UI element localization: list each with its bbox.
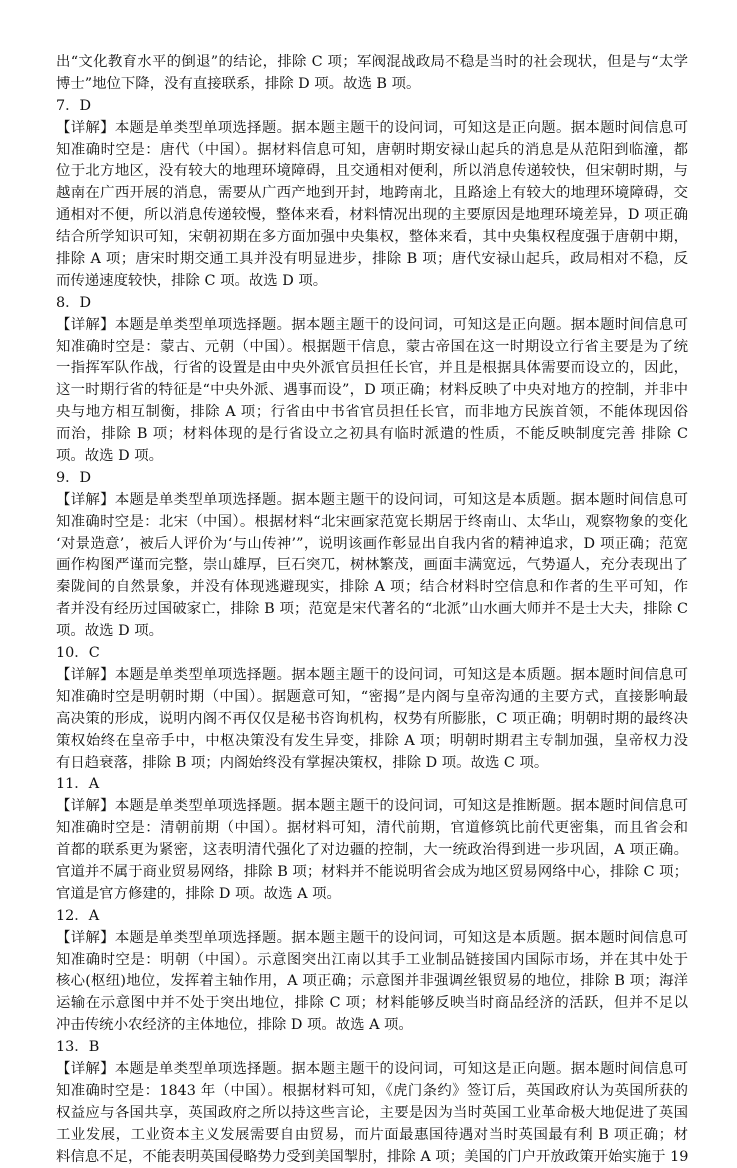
text-line: 高决策的形成，说明内阁不再仅仅是秘书咨询机构，权势有所膨胀，C 项正确；明朝时期的最终决 bbox=[56, 710, 688, 727]
text-line: 【详解】本题是单类型单项选择题。据本题主题干的设问词，可知这是正向题。据本题时间信息可 bbox=[56, 1060, 688, 1077]
text-line: 知准确时空是：北宋（中国）。根据材料“北宋画家范宽长期居于终南山、太华山，观察物象的变化 bbox=[56, 513, 688, 530]
text-line: 冲击传统小农经济的主体地位，排除 D 项。故选 A 项。 bbox=[56, 1017, 413, 1034]
text-line: 策权始终在皇帝手中，中枢决策没有发生异变，排除 A 项；明朝时期君主专制加强，皇帝权力没 bbox=[56, 732, 688, 749]
text-line: 【详解】本题是单类型单项选择题。据本题主题干的设问词，可知这是正向题。据本题时间信息可 bbox=[56, 119, 688, 136]
text-line: 这一时期行省的特征是“中央外派、遇事而设”，D 项正确；材料反映了中央对地方的控制，并非中 bbox=[56, 382, 688, 399]
text-line: 一指挥军队作战，行省的设置是由中央外派官员担任长官，并且是根据具体需要而设立的，因此， bbox=[56, 360, 688, 377]
text-line: 13．B bbox=[56, 1039, 100, 1056]
text-line: 运输在示意图中并不处于突出地位，排除 C 项；材料能够反映当时商品经济的活跃，但并不足以 bbox=[56, 995, 688, 1012]
text-line: 【详解】本题是单类型单项选择题。据本题主题干的设问词，可知这是推断题。据本题时间信息可 bbox=[56, 798, 688, 815]
text-line: 料信息不足，不能表明英国侵略势力受到美国掣肘，排除 A 项；美国的门户开放政策开始实施于 19 bbox=[56, 1148, 688, 1165]
text-line: 官道并不属于商业贸易网络，排除 B 项；材料并不能说明省会成为地区贸易网络中心，排除 C 项； bbox=[56, 863, 688, 880]
text-line: 博士”地位下降，没有直接联系，排除 D 项。故选 B 项。 bbox=[56, 75, 421, 92]
text-line: 知准确时空是：明朝（中国）。示意图突出江南以其手工业制品链接国内国际市场，并在其中处于 bbox=[56, 951, 688, 968]
text-line: 【详解】本题是单类型单项选择题。据本题主题干的设问词，可知这是本质题。据本题时间信息可 bbox=[56, 929, 688, 946]
text-line: 而传递速度较快，排除 C 项。故选 D 项。 bbox=[56, 272, 328, 289]
text-line: 通相对不便，所以消息传递较慢，整体来看，材料情况出现的主要原因是地理环境差异，D 项正确 bbox=[56, 207, 688, 224]
text-line: ‘对景造意’，被后人评价为‘与山传神’”，说明该画作彰显出自我内省的精神追求，D 项正确；范宽 bbox=[56, 535, 688, 552]
text-line: 官道是官方修建的，排除 D 项。故选 A 项。 bbox=[56, 885, 341, 902]
text-line: 有日趋衰落，排除 B 项；内阁始终没有掌握决策权，排除 D 项。故选 C 项。 bbox=[56, 754, 549, 771]
text-line: 结合所学知识可知，宋朝初期在多方面加强中央集权，整体来看，其中央集权程度强于唐朝中期， bbox=[56, 229, 688, 246]
text-line: 知准确时空是：蒙古、元朝（中国）。根据题干信息，蒙古帝国在这一时期设立行省主要是为了统 bbox=[56, 338, 688, 355]
text-line: 位于北方地区，没有较大的地理环境障碍，且交通相对便利，所以消息传递较快，但宋朝时期，与 bbox=[56, 163, 688, 180]
text-line: 知准确时空是：唐代（中国）。据材料信息可知，唐朝时期安禄山起兵的消息是从范阳到临潼，都 bbox=[56, 141, 688, 158]
answer-explanation-page bbox=[56, 52, 688, 1168]
text-line: 央与地方相互制衡，排除 A 项；行省由中书省官员担任长官，而非地方民族首领，不能体现因俗 bbox=[56, 404, 688, 421]
text-line: 11．A bbox=[56, 776, 100, 793]
text-line: 权益应与各国共享，英国政府之所以持这些言论，主要是因为当时英国工业革命极大地促进了英国 bbox=[56, 1104, 688, 1121]
text-line: 知准确时空是：清朝前期（中国）。据材料可知，清代前期，官道修筑比前代更密集，而且省会和 bbox=[56, 820, 688, 837]
text-line: 知准确时空是明朝时期（中国）。据题意可知，“密揭”是内阁与皇帝沟通的主要方式，直接影响最 bbox=[56, 688, 688, 705]
text-line: 画作构图严谨而完整，崇山雄厚，巨石突兀，树林繁茂，画面丰满宽远，气势逼人，充分表现出了 bbox=[56, 557, 688, 574]
text-line: 9．D bbox=[56, 469, 92, 486]
text-line: 项。故选 D 项。 bbox=[56, 623, 164, 640]
text-line: 10．C bbox=[56, 645, 100, 662]
text-line: 工业发展，工业资本主义发展需要自由贸易，而片面最惠国待遇对当时英国最有利 B 项正确；材 bbox=[56, 1126, 688, 1143]
text-line: 排除 A 项；唐宋时期交通工具并没有明显进步，排除 B 项；唐代安禄山起兵，政局相对不稳，反 bbox=[56, 251, 688, 268]
text-line: 越南在广西开展的消息，需要从广西产地到开封，地跨南北，且路途上有较大的地理环境障碍，交 bbox=[56, 185, 688, 202]
text-line: 【详解】本题是单类型单项选择题。据本题主题干的设问词，可知这是本质题。据本题时间信息可 bbox=[56, 491, 688, 508]
text-line: 7．D bbox=[56, 97, 92, 114]
text-line: 出“文化教育水平的倒退”的结论，排除 C 项；军阀混战政局不稳是当时的社会现状，但是与“太学 bbox=[56, 54, 688, 70]
text-line: 项。故选 D 项。 bbox=[56, 448, 164, 465]
text-line: 【详解】本题是单类型单项选择题。据本题主题干的设问词，可知这是正向题。据本题时间信息可 bbox=[56, 316, 688, 333]
text-line: 8．D bbox=[56, 294, 92, 311]
text-line: 知准确时空是：1843 年（中国）。根据材料可知，《虎门条约》签订后，英国政府认为英国所获的 bbox=[56, 1082, 688, 1099]
text-line: 首都的联系更为紧密，这表明清代强化了对边疆的控制，大一统政治得到进一步巩固，A 项正确。 bbox=[56, 842, 688, 859]
text-line: 秦陇间的自然景象，并没有体现逃避现实，排除 A 项；结合材料时空信息和作者的生平可知，作 bbox=[56, 579, 688, 596]
text-line: 核心(枢纽)地位，发挥着主轴作用，A 项正确；示意图并非强调丝银贸易的地位，排除 B 项；海洋 bbox=[56, 973, 688, 990]
text-line: 者并没有经历过国破家亡，排除 B 项；范宽是宋代著名的“北派”山水画大师并不是士大夫，排除 C bbox=[56, 601, 688, 618]
text-line: 而治，排除 B 项；材料体现的是行省设立之初具有临时派遣的性质，不能反映制度完善 排除 C bbox=[56, 426, 688, 443]
text-line: 【详解】本题是单类型单项选择题。据本题主题干的设问词，可知这是本质题。据本题时间信息可 bbox=[56, 666, 688, 683]
text-line: 12．A bbox=[56, 907, 100, 924]
